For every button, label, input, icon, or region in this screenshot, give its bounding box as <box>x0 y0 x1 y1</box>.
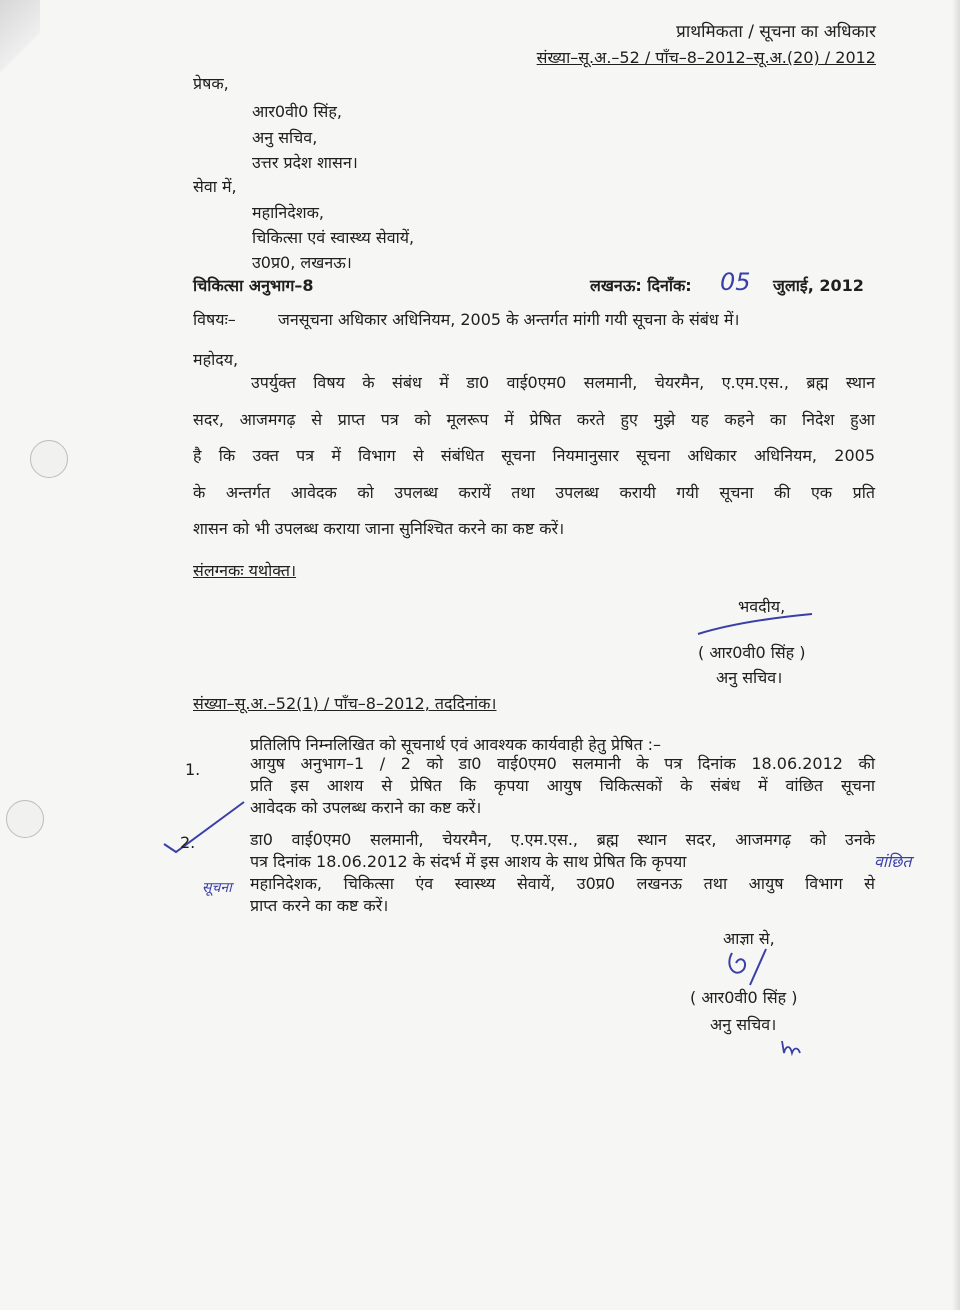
date-suffix: जुलाई, 2012 <box>773 276 864 295</box>
handwritten-date-day: 05 <box>720 268 751 296</box>
signature-stroke <box>690 610 820 640</box>
body-line: है कि उक्त पत्र में विभाग से संबंधित सूचना नियमानुसार सूचना अधिकार अधिनियम, 2005 <box>193 446 875 465</box>
sender-designation: अनु सचिव, <box>252 128 318 147</box>
handwritten-insert-vanchhit: वांछित <box>874 852 912 871</box>
enclosure-note: संलग्नकः यथोक्त। <box>193 561 297 580</box>
body-line: शासन को भी उपलब्ध कराया जाना सुनिश्चित करने का कष्ट करें। <box>193 519 565 538</box>
body-paragraph <box>193 365 875 548</box>
copy-item-number: 2. <box>180 833 196 852</box>
copy-item-line: महानिदेशक, चिकित्सा एंव स्वास्थ्य सेवायें, उ0प्र0 लखनऊ तथा आयुष विभाग से <box>250 874 875 893</box>
sender-name: आर0वी0 सिंह, <box>252 102 342 121</box>
copy-item-1 <box>250 753 875 819</box>
small-initial <box>778 1035 808 1060</box>
copy-item-line: पत्र दिनांक 18.06.2012 के संदर्भ में इस आशय के साथ प्रेषित कि कृपया <box>250 852 687 871</box>
date-prefix: लखनऊ: दिनाँक: <box>590 276 692 295</box>
subject-text: जनसूचना अधिकार अधिनियम, 2005 के अन्तर्गत मांगी गयी सूचना के संबंध में। <box>278 310 740 329</box>
recipient-line2: चिकित्सा एवं स्वास्थ्य सेवायें, <box>252 228 415 247</box>
signoff-designation: अनु सचिव। <box>716 668 783 687</box>
copy-item-line: प्रति इस आशय से प्रेषित कि कृपया आयुष चिकित्सकों के संबंध में वांछित सूचना <box>250 776 875 795</box>
paper-fold <box>0 0 40 80</box>
copy-item-line: प्राप्त करने का कष्ट करें। <box>250 896 389 915</box>
reference-number: संख्या–सू.अ.–52 / पाँच–8–2012–सू.अ.(20) / 2012 <box>536 48 876 67</box>
recipient-line3: उ0प्र0, लखनऊ। <box>252 253 352 272</box>
signoff-closing: भवदीय, <box>738 597 786 616</box>
signoff-name: ( आर0वी0 सिंह ) <box>698 643 806 662</box>
copy-item-line: डा0 वाई0एम0 सलमानी, चेयरमैन, ए.एम.एस., ब्रह्म स्थान सदर, आजमगढ़ को उनके <box>250 830 875 849</box>
body-line: उपर्युक्त विषय के संबंध में डा0 वाई0एम0 सलमानी, चेयरमैन, ए.एम.एस., ब्रह्म स्थान <box>251 373 875 392</box>
order-name: ( आर0वी0 सिंह ) <box>690 988 798 1007</box>
sender-label: प्रेषक, <box>193 74 229 93</box>
tick-mark <box>160 800 250 860</box>
copy-item-2 <box>250 829 875 917</box>
copy-item-line: आवेदक को उपलब्ध कराने का कष्ट करें। <box>250 798 482 817</box>
punch-hole-top <box>30 440 68 478</box>
copy-intro: प्रतिलिपि निम्नलिखित को सूचनार्थ एवं आवश्यक कार्यवाही हेतु प्रेषित :– <box>250 735 662 754</box>
copy-reference: संख्या–सू.अ.–52(1) / पाँच–8–2012, तददिनांक। <box>193 694 497 713</box>
copy-item-number: 1. <box>185 760 201 779</box>
salutation: महोदय, <box>193 350 239 369</box>
paper-edge <box>952 0 960 1310</box>
order-designation: अनु सचिव। <box>710 1015 777 1034</box>
initials-signature <box>722 945 772 990</box>
by-order-label: आज्ञा से, <box>723 929 775 948</box>
copy-item-line: आयुष अनुभाग–1 / 2 को डा0 वाई0एम0 सलमानी के पत्र दिनांक 18.06.2012 की <box>250 754 875 773</box>
body-line: सदर, आजमगढ़ से प्राप्त पत्र को मूलरूप में प्रेषित करते हुए मुझे यह कहने का निदेश हुआ <box>193 409 875 429</box>
subject-label: विषयः– <box>193 310 236 329</box>
section-name: चिकित्सा अनुभाग–8 <box>193 276 314 295</box>
recipient-line1: महानिदेशक, <box>252 203 324 222</box>
body-line: के अन्तर्गत आवेदक को उपलब्ध करायें तथा उपलब्ध करायी गयी सूचना की एक प्रति <box>193 482 875 502</box>
recipient-label: सेवा में, <box>193 177 237 196</box>
priority-label: प्राथमिकता / सूचना का अधिकार <box>676 22 876 42</box>
punch-hole-bottom <box>6 800 44 838</box>
handwritten-insert-soochna: सूचना <box>202 880 232 896</box>
sender-org: उत्तर प्रदेश शासन। <box>252 153 358 172</box>
